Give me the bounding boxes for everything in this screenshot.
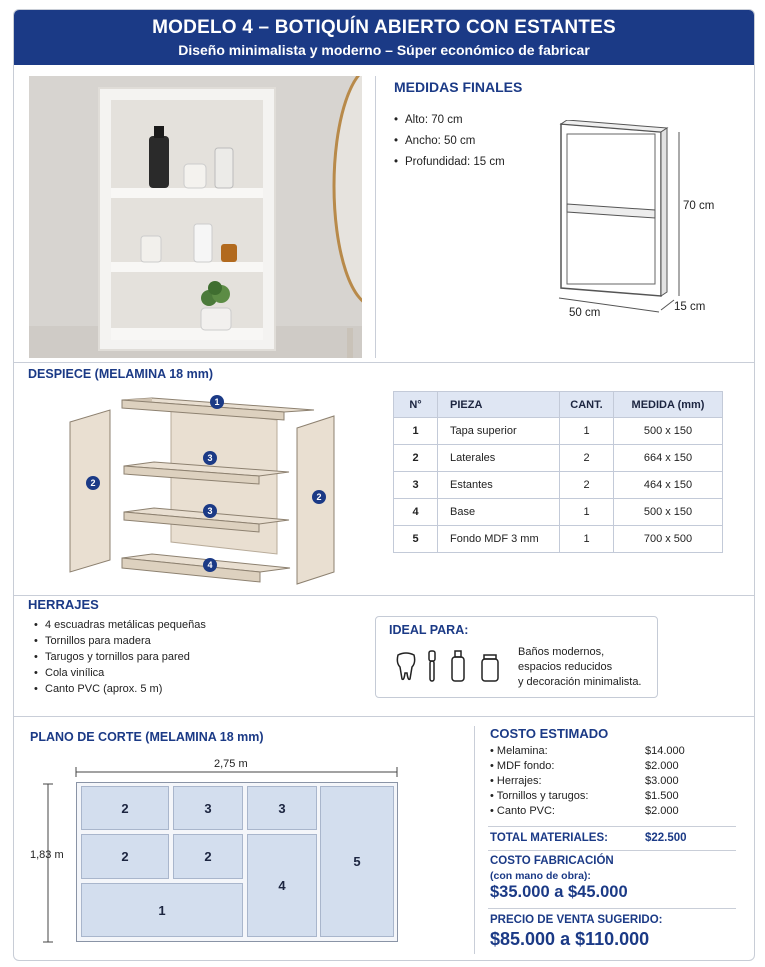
cut-piece: 2 <box>173 834 243 879</box>
col-header: CANT. <box>560 392 614 418</box>
page-subtitle: Diseño minimalista y moderno – Súper económico de fabricar <box>178 42 590 58</box>
measure-depth: • Profundidad: 15 cm <box>394 152 505 173</box>
measure-height: • Alto: 70 cm <box>394 110 505 131</box>
cost-label: • Canto PVC: <box>490 805 555 817</box>
piece-badge: 2 <box>86 476 100 490</box>
cell: 664 x 150 <box>614 445 723 472</box>
costs-title: COSTO ESTIMADO <box>490 726 609 741</box>
toothbrush-icon <box>426 649 438 683</box>
ideal-title: IDEAL PARA: <box>389 623 469 637</box>
table-row <box>394 445 723 472</box>
cell: 1 <box>560 499 614 526</box>
cell: 4 <box>394 499 438 526</box>
despiece-title: DESPIECE (MELAMINA 18 mm) <box>28 367 213 381</box>
cost-value: $2.000 <box>645 805 679 817</box>
piece-badge: 4 <box>203 558 217 572</box>
table-header-row <box>394 392 723 418</box>
list-item: • 4 escuadras metálicas pequeñas <box>34 617 206 633</box>
exploded-diagram <box>64 382 344 590</box>
divider <box>14 362 754 363</box>
ideal-text <box>518 645 642 690</box>
cost-item <box>490 745 690 760</box>
divider <box>488 908 736 909</box>
cell: 1 <box>394 418 438 445</box>
cell: 500 x 150 <box>614 499 723 526</box>
measure-width: • Ancho: 50 cm <box>394 131 505 152</box>
list-item: • Tarugos y tornillos para pared <box>34 649 206 665</box>
col-header: MEDIDA (mm) <box>614 392 723 418</box>
cost-item <box>490 775 690 790</box>
table-row <box>394 472 723 499</box>
product-photo <box>29 76 362 358</box>
piece-badge: 3 <box>203 504 217 518</box>
cost-item <box>490 790 690 805</box>
measures-diagram <box>549 120 689 320</box>
cell: 700 x 500 <box>614 526 723 553</box>
cell: 500 x 150 <box>614 418 723 445</box>
ideal-line: espacios reducidos <box>518 661 613 673</box>
list-item: • Tornillos para madera <box>34 633 206 649</box>
cell: 2 <box>394 445 438 472</box>
herrajes-title: HERRAJES <box>28 597 99 612</box>
divider <box>14 595 754 596</box>
cell: Fondo MDF 3 mm <box>438 526 560 553</box>
piece-badge: 1 <box>210 395 224 409</box>
fab-title: COSTO FABRICACIÓN <box>490 855 614 867</box>
cut-piece: 1 <box>81 883 243 937</box>
cell: Tapa superior <box>438 418 560 445</box>
col-header: N° <box>394 392 438 418</box>
divider <box>488 826 736 827</box>
table-row <box>394 418 723 445</box>
ideal-line: Baños modernos, <box>518 646 605 658</box>
pieces-table <box>393 391 723 553</box>
total-value: $22.500 <box>645 832 687 844</box>
divider <box>375 76 376 358</box>
piece-badge: 2 <box>312 490 326 504</box>
cell: 1 <box>560 418 614 445</box>
measures-list <box>394 110 505 173</box>
cell: 2 <box>560 472 614 499</box>
ideal-box <box>375 616 658 698</box>
fab-value: $35.000 a $45.000 <box>490 883 628 901</box>
dim-depth-label: 15 cm <box>674 301 706 313</box>
list-item: • Cola vinílica <box>34 665 206 681</box>
cost-value: $3.000 <box>645 775 679 787</box>
cut-piece: 3 <box>173 786 243 830</box>
bottle-icon <box>450 649 466 683</box>
cell: 1 <box>560 526 614 553</box>
table-row <box>394 526 723 553</box>
cell: Laterales <box>438 445 560 472</box>
cell: 464 x 150 <box>614 472 723 499</box>
fab-subtitle: (con mano de obra): <box>490 870 591 882</box>
cell: Base <box>438 499 560 526</box>
cost-label: • Melamina: <box>490 745 548 757</box>
cost-label: • MDF fondo: <box>490 760 555 772</box>
cut-piece: 4 <box>247 834 317 937</box>
cut-width-label: 2,75 m <box>214 758 248 770</box>
page-title: MODELO 4 – BOTIQUÍN ABIERTO CON ESTANTES <box>152 17 616 38</box>
col-header: PIEZA <box>438 392 560 418</box>
cost-label: • Tornillos y tarugos: <box>490 790 589 802</box>
sale-value: $85.000 a $110.000 <box>490 929 650 949</box>
cost-value: $14.000 <box>645 745 685 757</box>
cell: 3 <box>394 472 438 499</box>
piece-badge: 3 <box>203 451 217 465</box>
cut-piece: 2 <box>81 786 169 830</box>
list-item: • Canto PVC (aprox. 5 m) <box>34 681 206 697</box>
tooth-icon <box>394 651 418 681</box>
page-header <box>14 10 754 65</box>
dim-width-label: 50 cm <box>569 307 601 319</box>
total-label: TOTAL MATERIALES: <box>490 832 608 844</box>
cell: 2 <box>560 445 614 472</box>
cost-value: $1.500 <box>645 790 679 802</box>
measures-title: MEDIDAS FINALES <box>394 79 523 95</box>
cut-piece: 2 <box>81 834 169 879</box>
table-row <box>394 499 723 526</box>
cut-plan-title: PLANO DE CORTE (MELAMINA 18 mm) <box>30 730 264 744</box>
divider <box>474 726 475 954</box>
dim-height-label: 70 cm <box>683 200 715 212</box>
cut-piece: 5 <box>320 786 394 937</box>
cell: 5 <box>394 526 438 553</box>
cut-height-label: 1,83 m <box>30 849 64 861</box>
cost-item <box>490 760 690 775</box>
ideal-line: y decoración minimalista. <box>518 676 642 688</box>
cost-label: • Herrajes: <box>490 775 542 787</box>
cost-item <box>490 805 690 820</box>
divider <box>14 716 754 717</box>
sale-title: PRECIO DE VENTA SUGERIDO: <box>490 914 663 926</box>
cut-piece: 3 <box>247 786 317 830</box>
cell: Estantes <box>438 472 560 499</box>
cost-value: $2.000 <box>645 760 679 772</box>
jar-icon <box>480 653 500 683</box>
herrajes-list <box>34 617 206 697</box>
divider <box>488 850 736 851</box>
page-frame <box>13 9 755 961</box>
